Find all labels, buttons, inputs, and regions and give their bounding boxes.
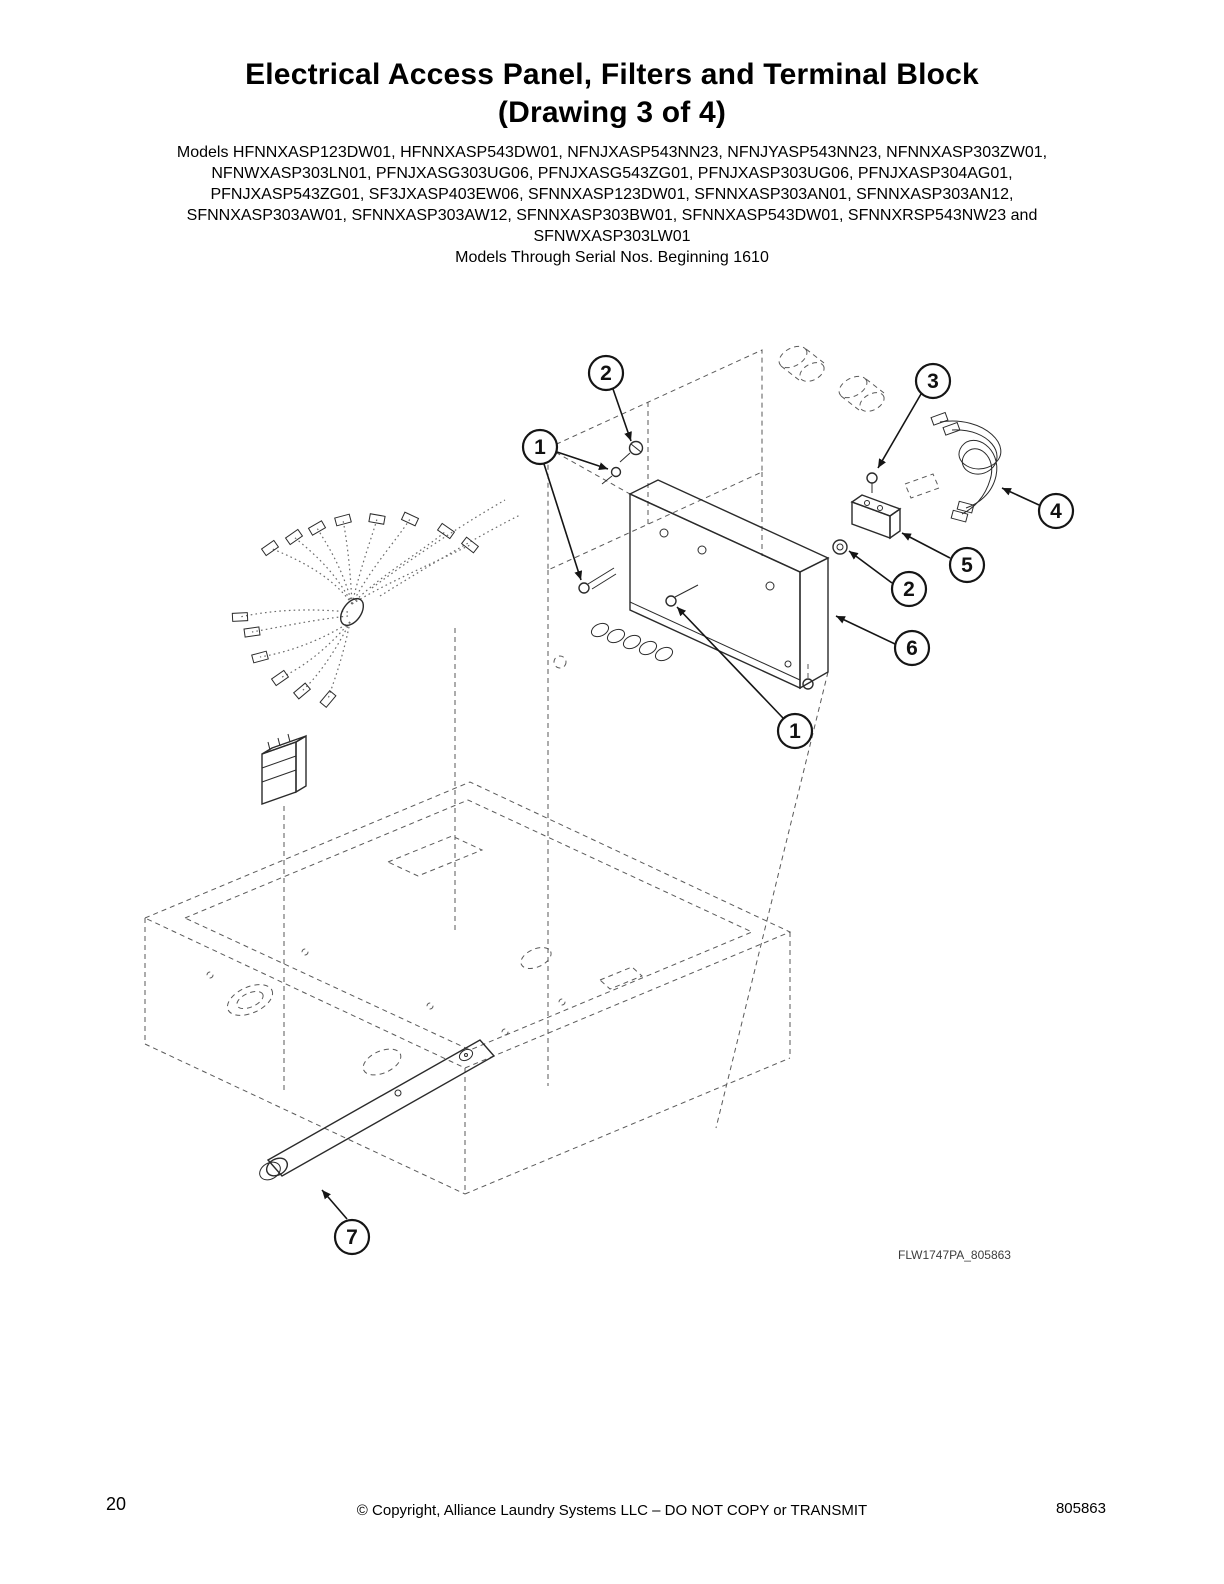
page-title: Electrical Access Panel, Filters and Terminal Block bbox=[245, 58, 979, 91]
terminal-block bbox=[852, 495, 900, 538]
terminal-block-screw bbox=[867, 473, 877, 493]
svg-text:6: 6 bbox=[906, 637, 918, 660]
svg-text:7: 7 bbox=[346, 1226, 358, 1249]
svg-text:1: 1 bbox=[789, 720, 801, 743]
ground-strap bbox=[554, 621, 675, 668]
models-line: PFNJXASP543ZG01, SF3JXASP403EW06, SFNNXASP123DW01, SFNNXASP303AN01, SFNNXASP303AN12, bbox=[210, 186, 1014, 203]
svg-text:2: 2 bbox=[903, 578, 915, 601]
callout-2-right bbox=[849, 551, 926, 606]
wire-harness bbox=[232, 500, 520, 707]
callout-2-top bbox=[589, 356, 631, 441]
serial-note: Models Through Serial Nos. Beginning 1610 bbox=[455, 249, 769, 267]
svg-text:4: 4 bbox=[1050, 500, 1062, 523]
callout-6 bbox=[836, 616, 929, 665]
filter-cylinders bbox=[776, 342, 888, 415]
page-subtitle: (Drawing 3 of 4) bbox=[497, 96, 727, 130]
panel-outline-dashed bbox=[455, 350, 828, 1128]
callout-1-bottom bbox=[677, 607, 812, 748]
callout-1-top bbox=[523, 430, 608, 580]
plug-button bbox=[833, 540, 847, 554]
callout-3 bbox=[878, 364, 950, 468]
jumper-wires bbox=[931, 413, 1001, 522]
connector-outline-dashed bbox=[905, 474, 939, 498]
svg-text:1: 1 bbox=[534, 436, 546, 459]
page-number: 20 bbox=[106, 1494, 127, 1514]
callout-4 bbox=[1002, 488, 1073, 528]
models-line: SFNNXASP303AW01, SFNNXASP303AW12, SFNNXASP303BW01, SFNNXASP543DW01, SFNNXRSP543NW23 and bbox=[186, 207, 1038, 225]
models-line: SFNWXASP303LW01 bbox=[533, 228, 691, 246]
svg-text:3: 3 bbox=[927, 370, 939, 393]
screw-upper-left bbox=[602, 468, 621, 485]
figure-code: FLW1747PA_805863 bbox=[898, 1248, 1011, 1262]
contactor bbox=[262, 734, 306, 804]
hold-down-rail bbox=[256, 1040, 494, 1183]
models-line: Models HFNNXASP123DW01, HFNNXASP543DW01, NFNJXASP543NN23, NFNJYASP543NN23, NFNNXASP303ZW01, bbox=[176, 143, 1048, 161]
svg-text:5: 5 bbox=[961, 554, 973, 577]
cabinet-base bbox=[145, 782, 790, 1194]
doc-number: 805863 bbox=[1055, 1500, 1106, 1517]
screw-mid bbox=[666, 585, 698, 606]
screw-long bbox=[579, 568, 616, 593]
models-line: NFNWXASP303LN01, PFNJXASG303UG06, PFNJXASG543ZG01, PFNJXASP303UG06, PFNJXASP304AG01, bbox=[211, 164, 1013, 182]
copyright-notice: © Copyright, Alliance Laundry Systems LLC – DO NOT COPY or TRANSMIT bbox=[356, 1502, 868, 1519]
screw-top bbox=[620, 442, 643, 463]
callout-7 bbox=[322, 1190, 369, 1254]
svg-text:2: 2 bbox=[600, 362, 612, 385]
access-panel-bracket bbox=[630, 480, 828, 688]
